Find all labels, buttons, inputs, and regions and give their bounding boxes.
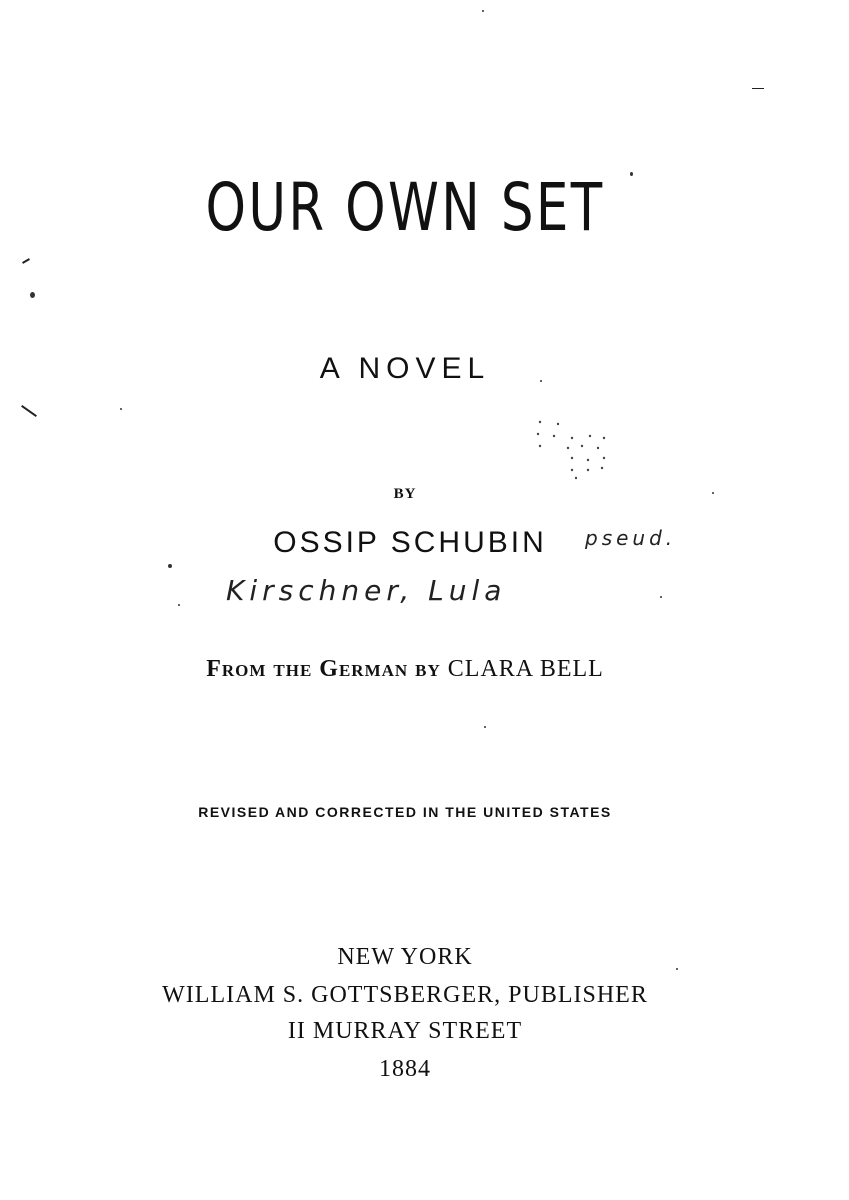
book-subtitle: A NOVEL — [319, 352, 491, 385]
scan-speck — [712, 492, 714, 494]
revised-note: REVISED AND CORRECTED IN THE UNITED STATES — [198, 804, 612, 820]
scan-speck — [168, 564, 172, 568]
handwritten-pseud-note: pseud. — [585, 526, 677, 550]
translator-prefix: From the German by — [206, 656, 441, 682]
scan-mark — [752, 88, 764, 89]
scan-speck — [120, 408, 122, 410]
book-title: OUR OWN SET — [205, 169, 605, 246]
translator-credit — [0, 656, 810, 683]
translator-name: CLARA BELL — [447, 656, 604, 682]
imprint-street: II MURRAY STREET — [287, 1018, 523, 1044]
scan-speck — [660, 596, 662, 598]
scan-speck — [676, 968, 678, 970]
scan-speck — [178, 604, 180, 606]
handwritten-real-name: Kirschner, Lula — [226, 574, 507, 607]
imprint-publisher: WILLIAM S. GOTTSBERGER, PUBLISHER — [162, 982, 648, 1008]
imprint-year: 1884 — [379, 1056, 431, 1082]
imprint-city: NEW YORK — [337, 944, 473, 970]
author-name: OSSIP SCHUBIN — [273, 526, 547, 559]
scan-speck — [30, 292, 35, 298]
scan-speck — [484, 726, 486, 728]
scan-mark — [21, 405, 37, 417]
scan-speck — [540, 380, 542, 382]
scan-speck — [482, 10, 484, 12]
library-stamp-mark — [532, 418, 612, 482]
by-label: BY — [393, 486, 417, 502]
scan-mark — [22, 258, 30, 264]
scan-speck — [630, 172, 633, 176]
